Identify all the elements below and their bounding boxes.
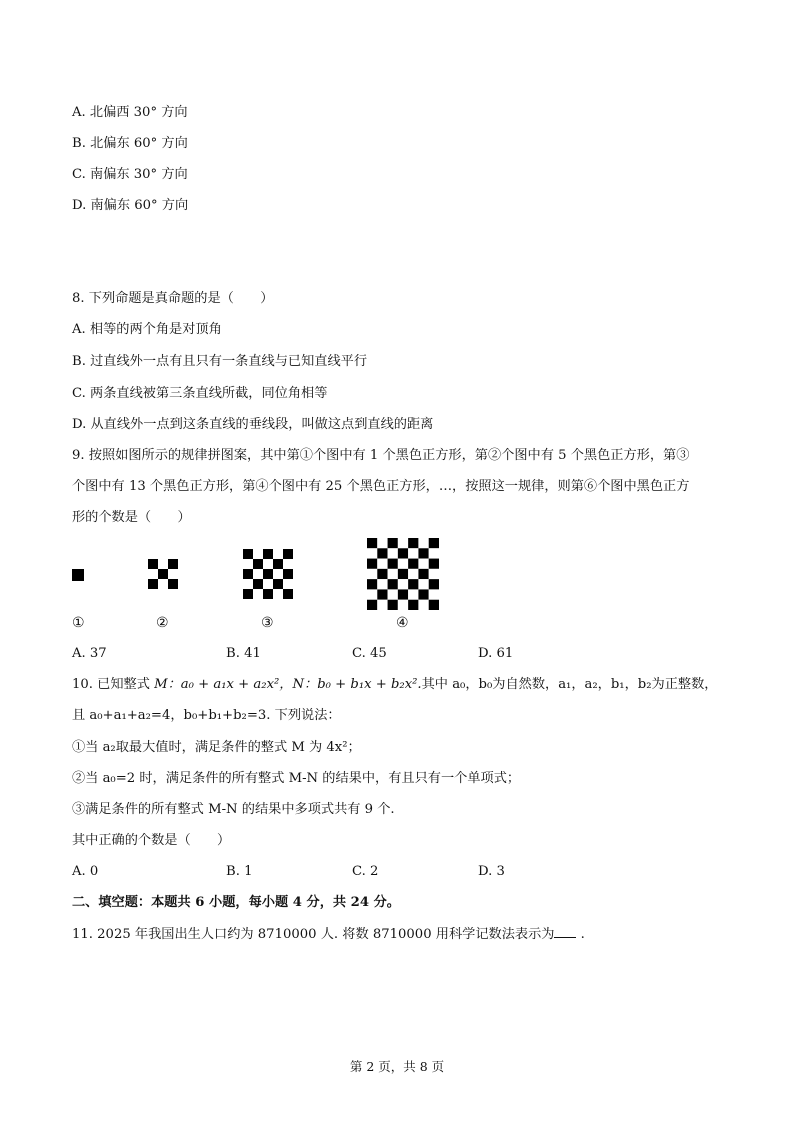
black-square: [388, 538, 398, 548]
white-square: [377, 600, 387, 610]
white-square: [243, 559, 253, 569]
q11-tail: .: [576, 927, 585, 942]
black-square: [72, 569, 84, 581]
q9-stem-line1: 9. 按照如图所示的规律拼图案，其中第①个图中有 1 个黑色正方形，第②个图中有 5 个黑色正方形，第③: [72, 448, 690, 463]
black-square: [408, 579, 418, 589]
q10-conditions: 其中 a₀，b₀为自然数，a₁，a₂，b₁，b₂为正整数，: [421, 677, 718, 692]
white-square: [418, 600, 428, 610]
black-square: [388, 559, 398, 569]
white-square: [273, 569, 283, 579]
white-square: [253, 549, 263, 559]
black-square: [158, 569, 168, 579]
white-square: [367, 548, 377, 558]
q9-option-a: A. 37: [72, 646, 107, 661]
q10-statement-2: ②当 a₀=2 时，满足条件的所有整式 M-N 的结果中，有且只有一个单项式；: [72, 771, 521, 786]
white-square: [283, 579, 293, 589]
q10-option-d: D. 3: [478, 864, 505, 879]
black-square: [253, 559, 263, 569]
q9-option-d: D. 61: [478, 646, 514, 661]
black-square: [148, 559, 158, 569]
pattern-figure-4: [367, 538, 439, 610]
white-square: [408, 589, 418, 599]
q9-option-b: B. 41: [226, 646, 261, 661]
black-square: [429, 600, 439, 610]
white-square: [398, 559, 408, 569]
white-square: [418, 559, 428, 569]
white-square: [408, 569, 418, 579]
q10-n-expression: ：b₀ + b₁x + b₂x².: [304, 677, 422, 692]
black-square: [398, 548, 408, 558]
black-square: [398, 569, 408, 579]
black-square: [148, 579, 158, 589]
black-square: [243, 549, 253, 559]
q10-line2: 且 a₀+a₁+a₂=4，b₀+b₁+b₂=3. 下列说法：: [72, 708, 341, 723]
black-square: [283, 589, 293, 599]
q11-text: 11. 2025 年我国出生人口约为 8710000 人. 将数 8710000 用科学记数法表示为: [72, 927, 555, 942]
white-square: [388, 548, 398, 558]
black-square: [263, 589, 273, 599]
white-square: [263, 579, 273, 589]
q9-option-c: C. 45: [352, 646, 387, 661]
black-square: [408, 538, 418, 548]
q8-option-c: C. 两条直线被第三条直线所截，同位角相等: [72, 386, 328, 401]
q10-ask: 其中正确的个数是（ ）: [72, 833, 231, 848]
black-square: [273, 579, 283, 589]
black-square: [367, 538, 377, 548]
white-square: [158, 559, 168, 569]
white-square: [398, 538, 408, 548]
q8-option-b: B. 过直线外一点有且只有一条直线与已知直线平行: [72, 354, 368, 369]
black-square: [398, 589, 408, 599]
white-square: [429, 589, 439, 599]
white-square: [273, 549, 283, 559]
q9-stem-line2: 个图中有 13 个黑色正方形，第④个图中有 25 个黑色正方形，…，按照这一规律，则第⑥个图中黑色正方: [72, 479, 690, 494]
q10-statement-1: ①当 a₂取最大值时，满足条件的整式 M 为 4x²；: [72, 740, 361, 755]
black-square: [168, 579, 178, 589]
white-square: [418, 538, 428, 548]
q10-n-symbol: N: [292, 677, 305, 692]
q10-option-b: B. 1: [226, 864, 253, 879]
q10-option-a: A. 0: [72, 864, 99, 879]
white-square: [253, 589, 263, 599]
pattern-figure-1: [72, 569, 84, 581]
black-square: [418, 548, 428, 558]
black-square: [377, 569, 387, 579]
page-footer: 第 2 页，共 8 页: [349, 1059, 445, 1074]
white-square: [158, 579, 168, 589]
white-square: [377, 538, 387, 548]
q7-option-c: C. 南偏东 30° 方向: [72, 167, 188, 182]
white-square: [367, 569, 377, 579]
white-square: [388, 589, 398, 599]
black-square: [283, 569, 293, 579]
black-square: [418, 569, 428, 579]
white-square: [398, 579, 408, 589]
q10-line1: [72, 676, 717, 694]
q10-m-expression: ：a₀ + a₁x + a₂x²，: [167, 677, 293, 692]
q9-stem-line3: 形的个数是（ ）: [72, 510, 191, 525]
white-square: [377, 579, 387, 589]
black-square: [168, 559, 178, 569]
black-square: [377, 589, 387, 599]
black-square: [253, 579, 263, 589]
answer-blank: [554, 925, 576, 938]
black-square: [408, 600, 418, 610]
q10-option-c: C. 2: [352, 864, 379, 879]
q7-option-a: A. 北偏西 30° 方向: [72, 105, 188, 120]
white-square: [367, 589, 377, 599]
black-square: [429, 579, 439, 589]
white-square: [168, 569, 178, 579]
q8-option-a: A. 相等的两个角是对顶角: [72, 322, 222, 337]
figure-label-3: ③: [261, 615, 274, 631]
black-square: [367, 600, 377, 610]
black-square: [263, 569, 273, 579]
q8-stem: 8. 下列命题是真命题的是（ ）: [72, 291, 274, 306]
black-square: [367, 579, 377, 589]
black-square: [429, 538, 439, 548]
q11-line: [72, 925, 585, 944]
q7-option-b: B. 北偏东 60° 方向: [72, 136, 188, 151]
white-square: [429, 569, 439, 579]
pattern-figure-2: [148, 559, 178, 589]
white-square: [377, 559, 387, 569]
white-square: [263, 559, 273, 569]
white-square: [408, 548, 418, 558]
q8-option-d: D. 从直线外一点到这条直线的垂线段，叫做这点到直线的距离: [72, 417, 434, 432]
white-square: [398, 600, 408, 610]
white-square: [388, 569, 398, 579]
q10-m-symbol: M: [154, 677, 168, 692]
white-square: [243, 579, 253, 589]
white-square: [273, 589, 283, 599]
pattern-figure-3: [243, 549, 293, 599]
figure-label-2: ②: [156, 615, 169, 631]
black-square: [273, 559, 283, 569]
q7-option-d: D. 南偏东 60° 方向: [72, 198, 189, 213]
white-square: [418, 579, 428, 589]
black-square: [418, 589, 428, 599]
black-square: [388, 600, 398, 610]
white-square: [148, 569, 158, 579]
q10-statement-3: ③满足条件的所有整式 M-N 的结果中多项式共有 9 个.: [72, 802, 395, 817]
white-square: [283, 559, 293, 569]
black-square: [429, 559, 439, 569]
figure-label-1: ①: [72, 615, 85, 631]
section-heading: 二、填空题：本题共 6 小题，每小题 4 分，共 24 分。: [72, 895, 400, 910]
black-square: [243, 569, 253, 579]
q10-prefix: 10. 已知整式: [72, 677, 155, 692]
white-square: [253, 569, 263, 579]
black-square: [408, 559, 418, 569]
white-square: [429, 548, 439, 558]
black-square: [367, 559, 377, 569]
black-square: [377, 548, 387, 558]
black-square: [263, 549, 273, 559]
black-square: [243, 589, 253, 599]
black-square: [388, 579, 398, 589]
figure-label-4: ④: [396, 615, 409, 631]
black-square: [283, 549, 293, 559]
